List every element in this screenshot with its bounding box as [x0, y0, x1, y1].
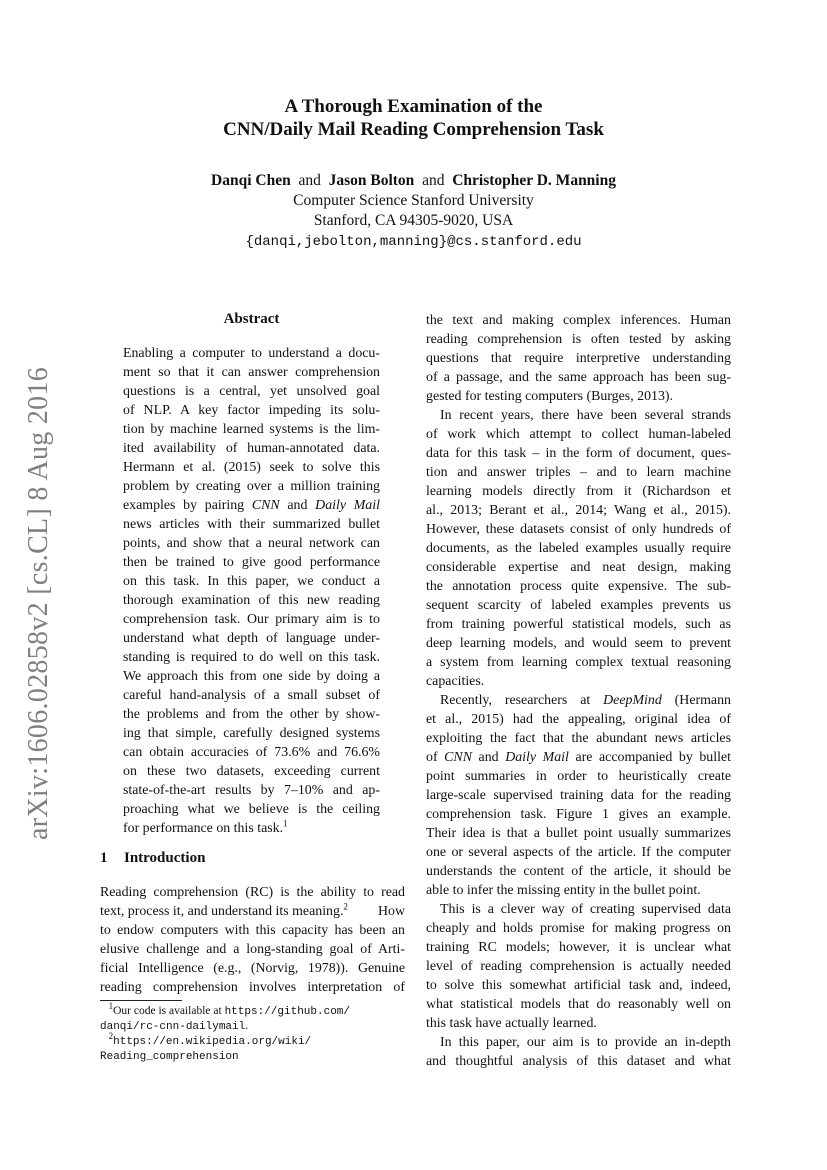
body-line: Their idea is that a bullet point usually summarizes: [426, 826, 731, 841]
abstract-line: on this task. In this paper, we conduct a: [123, 574, 380, 589]
abstract-line: careful hand-analysis of a small subset of: [123, 688, 380, 703]
body-line: of a passage, and the same approach has been sug-: [426, 370, 731, 385]
abstract-line: state-of-the-art results by 7–10% and ap-: [123, 783, 380, 798]
abstract-heading: Abstract: [223, 311, 280, 327]
body-line: et al., 2015) had the appealing, original idea of: [426, 712, 731, 727]
body-line: able to infer the missing entity in the bullet point.: [426, 883, 701, 898]
body-line: this task have actually learned.: [426, 1016, 597, 1031]
abstract-line: of NLP. A key factor impeding its solu-: [123, 403, 380, 418]
body-line: deep learning models, and would seem to prevent: [426, 636, 731, 651]
footnote-1-mark: 1: [108, 1001, 114, 1012]
intro-line: reading comprehension involves interpretation of: [100, 980, 405, 995]
body-line: tion and answer triples – and to learn machine: [426, 465, 731, 480]
body-line: sequent scarcity of labeled examples prevents us: [426, 598, 731, 613]
abstract-line: ited availability of human-annotated data.: [123, 441, 380, 456]
footnote-mark[interactable]: 1: [283, 818, 288, 829]
footnote-2-link-cont[interactable]: Reading_comprehension: [100, 1051, 239, 1063]
footnote-1-end: .: [245, 1020, 249, 1032]
affiliation-line-2: Stanford, CA 94305-9020, USA: [313, 212, 514, 229]
footnote-2: [100, 1031, 405, 1050]
abstract-line: points, and show that a neural network can: [123, 536, 380, 551]
body-line: gested for testing computers (Burges, 2013).: [426, 389, 674, 404]
footnote-2-link[interactable]: https://en.wikipedia.org/wiki/: [113, 1036, 312, 1048]
abstract-line: thorough examination of this new reading: [123, 593, 380, 608]
abstract-line: understand what depth of language under-: [123, 631, 380, 646]
abstract-line: examples by pairing CNN and Daily Mail: [123, 498, 380, 513]
arxiv-watermark: arXiv:1606.02858v2 [cs.CL] 8 Aug 2016: [23, 366, 54, 840]
body-line: Recently, researchers at DeepMind (Hermann: [440, 693, 731, 708]
intro-line-head: [100, 902, 348, 921]
paper-title-line-1: A Thorough Examination of the: [284, 96, 543, 117]
footnote-1-cont: [100, 1019, 405, 1035]
body-line: In this paper, our aim is to provide an in-depth: [440, 1035, 731, 1050]
abstract-line: Enabling a computer to understand a docu-: [123, 346, 380, 361]
intro-line: ficial Intelligence (e.g., (Norvig, 1978)). Genuine: [100, 961, 405, 976]
body-line: point summaries in order to heuristically create: [426, 769, 731, 784]
intro-line: elusive challenge and a long-standing goal of Arti-: [100, 942, 405, 957]
footnote-mark[interactable]: 2: [343, 901, 348, 912]
body-line: capacities.: [426, 674, 485, 689]
body-line: al., 2013; Berant et al., 2014; Wang et al., 2015).: [426, 503, 731, 518]
body-line: learning models directly from it (Richardson et: [426, 484, 731, 499]
section-heading: [100, 848, 205, 868]
body-line: one or several aspects of the article. If the computer: [426, 845, 731, 860]
body-line: data for this task – in the form of document, ques-: [426, 446, 731, 461]
author-1: Danqi Chen: [211, 172, 291, 189]
body-line: questions that require interpretive understanding: [426, 351, 731, 366]
body-line: level of reading comprehension is actually needed: [426, 959, 731, 974]
intro-line: text, process it, and understand its meaning.: [100, 904, 344, 919]
paper-title-line-2: CNN/Daily Mail Reading Comprehension Task: [223, 119, 604, 140]
footnote-1-link-cont[interactable]: danqi/rc-cnn-dailymail: [100, 1021, 246, 1033]
abstract-line: on these two datasets, exceeding current: [123, 764, 380, 779]
body-line: from training powerful statistical models, such as: [426, 617, 731, 632]
footnote-1-link[interactable]: https://github.com/: [224, 1006, 350, 1018]
body-line: exploiting the fact that the abundant news articles: [426, 731, 731, 746]
section-number: 1: [100, 850, 108, 866]
body-line: considerable expertise and neat design, making: [426, 560, 731, 575]
footnote-2-cont: [100, 1049, 405, 1065]
body-line: documents, as the labeled examples usually require: [426, 541, 731, 556]
abstract-line: comprehension task. Our primary aim is to: [123, 612, 380, 627]
body-line: cheaply and holds promise for making progress on: [426, 921, 731, 936]
author-emails[interactable]: [0, 231, 827, 252]
body-line: what statistical models that do reasonably well on: [426, 997, 731, 1012]
author-2: Jason Bolton: [328, 172, 415, 189]
footnote-1-text: Our code is available at: [113, 1005, 225, 1017]
body-line: the annotation process quite expensive. The sub-: [426, 579, 731, 594]
email-text[interactable]: {danqi,jebolton,manning}@cs.stanford.edu: [245, 234, 582, 250]
abstract-line: standing is required to do well on this task.: [123, 650, 380, 665]
abstract-line: tion by machine learned systems is the lim-: [123, 422, 380, 437]
body-line: training RC models; however, it is unclear what: [426, 940, 731, 955]
body-line: large-scale supervised training data for the reading: [426, 788, 731, 803]
intro-line-with-footnote: [100, 902, 405, 921]
body-line: the text and making complex inferences. Human: [426, 313, 731, 328]
body-line: understands the content of the article, it should be: [426, 864, 731, 879]
body-line: However, these datasets consist of only hundreds of: [426, 522, 731, 537]
intro-line-tail: How: [377, 904, 405, 919]
body-line: In recent years, there have been several strands: [440, 408, 731, 423]
author-sep-2: and: [422, 172, 445, 189]
body-line: of CNN and Daily Mail are accompanied by bullet: [426, 750, 731, 765]
body-line: to solve this somewhat artificial task and, indeed,: [426, 978, 731, 993]
body-line: of work which attempt to collect human-labeled: [426, 427, 731, 442]
abstract-line: news articles with their summarized bullet: [123, 517, 380, 532]
body-line: a system from learning complex textual reasoning: [426, 655, 731, 670]
abstract-line: can obtain accuracies of 73.6% and 76.6%: [123, 745, 380, 760]
abstract-last-line: [123, 819, 380, 838]
author-sep-1: and: [298, 172, 321, 189]
author-list: [0, 171, 827, 191]
intro-line: Reading comprehension (RC) is the ability to read: [100, 885, 405, 900]
abstract-line: for performance on this task.: [123, 821, 284, 836]
abstract-line: ing that simple, carefully designed systems: [123, 726, 380, 741]
abstract-line: the problems and from the other by show-: [123, 707, 380, 722]
body-line: comprehension task. Figure 1 gives an example.: [426, 807, 731, 822]
intro-line: to endow computers with this capacity has been an: [100, 923, 405, 938]
body-line: and thoughtful analysis of this dataset and what: [426, 1054, 731, 1069]
abstract-line: questions is a central, yet unsolved goal: [123, 384, 380, 399]
footnote-2-mark: 2: [108, 1031, 114, 1042]
abstract-line: problem by creating over a million training: [123, 479, 380, 494]
abstract-line: We approach this from one side by doing a: [123, 669, 380, 684]
author-3: Christopher D. Manning: [452, 172, 616, 189]
section-title: Introduction: [124, 850, 206, 866]
body-line: This is a clever way of creating supervised data: [440, 902, 731, 917]
abstract-line: then be trained to give good performance: [123, 555, 380, 570]
abstract-line: proaching what we believe is the ceiling: [123, 802, 380, 817]
body-line: reading comprehension is often tested by asking: [426, 332, 731, 347]
abstract-line: Hermann et al. (2015) seek to solve this: [123, 460, 380, 475]
affiliation-line-1: Computer Science Stanford University: [293, 192, 534, 209]
footnote-1: [100, 1001, 405, 1020]
abstract-line: ment so that it can answer comprehension: [123, 365, 380, 380]
